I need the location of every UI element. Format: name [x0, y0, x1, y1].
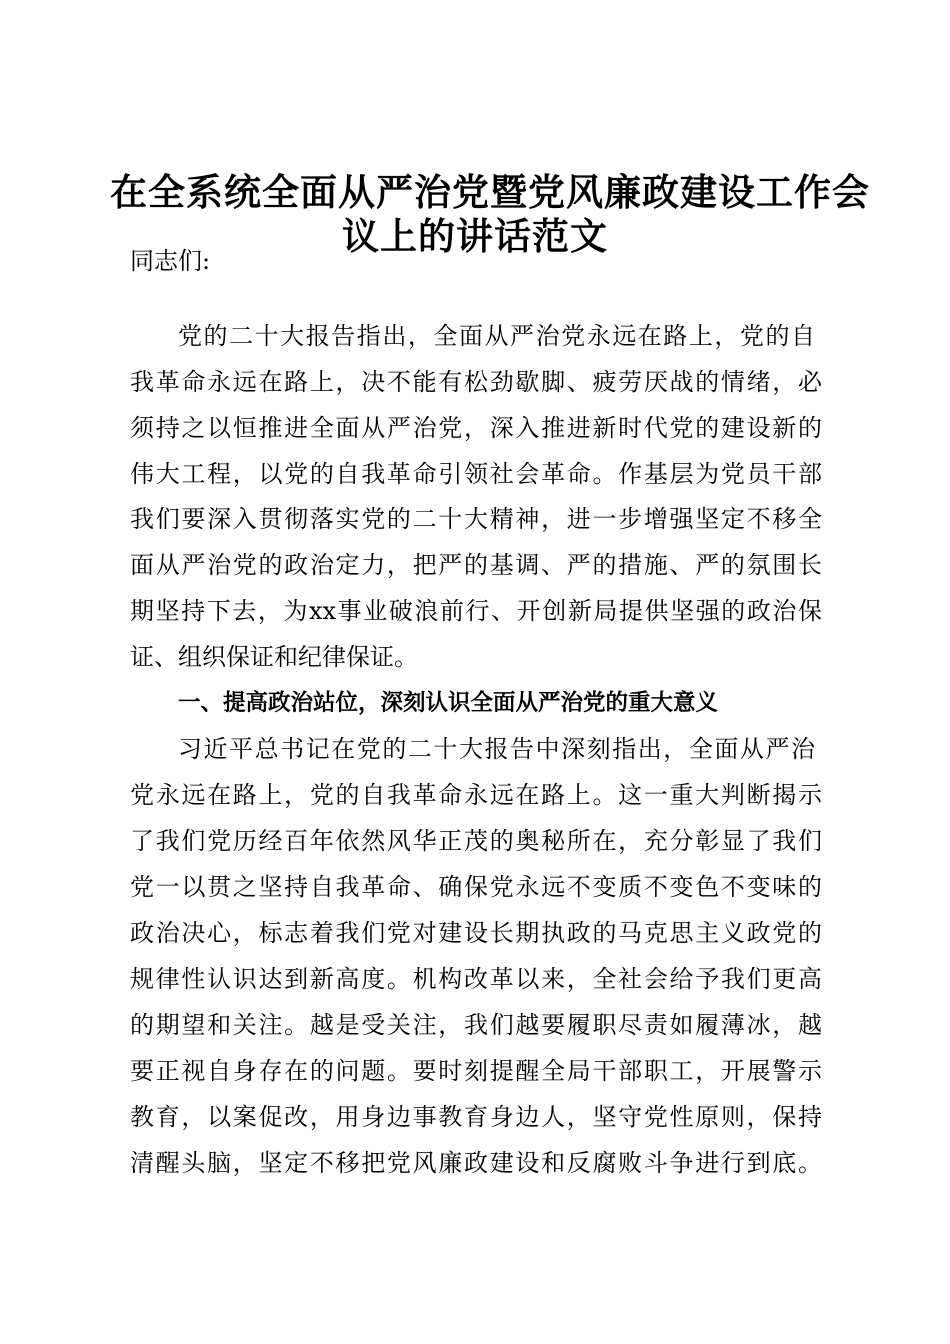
salutation: 同志们:	[130, 247, 211, 275]
paragraph-1-line: 我们要深入贯彻落实党的二十大精神，进一步增强坚定不移全	[130, 505, 822, 533]
paragraph-1-line: 我革命永远在路上，决不能有松劲歇脚、疲劳厌战的情绪，必	[130, 368, 822, 396]
paragraph-2-line: 习近平总书记在党的二十大报告中深刻指出，全面从严治	[178, 735, 815, 763]
paragraph-2-line: 党永远在路上，党的自我革命永远在路上。这一重大判断揭示	[130, 781, 822, 809]
paragraph-1-line: 面从严治党的政治定力，把严的基调、严的措施、严的氛围长	[130, 551, 822, 579]
paragraph-1-line: 证、组织保证和纪律保证。	[130, 643, 418, 671]
document-title-line-1: 在全系统全面从严治党暨党风廉政建设工作会	[110, 170, 870, 214]
paragraph-2-line: 教育，以案促改，用身边事教育身边人，坚守党性原则，保持	[130, 1103, 822, 1131]
document-title-line-2: 议上的讲话范文	[342, 214, 608, 258]
paragraph-1-line: 期坚持下去，为xx事业破浪前行、开创新局提供坚强的政治保	[130, 597, 822, 625]
section-1-heading: 一、提高政治站位，深刻认识全面从严治党的重大意义	[178, 690, 719, 716]
paragraph-2-line: 要正视自身存在的问题。要时刻提醒全局干部职工，开展警示	[130, 1057, 822, 1085]
paragraph-2-line: 党一以贯之坚持自我革命、确保党永远不变质不变色不变味的	[130, 873, 822, 901]
paragraph-2-line: 规律性认识达到新高度。机构改革以来，全社会给予我们更高	[130, 965, 822, 993]
paragraph-2-line: 了我们党历经百年依然风华正茂的奥秘所在，充分彰显了我们	[130, 827, 822, 855]
paragraph-2-line: 的期望和关注。越是受关注，我们越要履职尽责如履薄冰，越	[130, 1011, 822, 1039]
paragraph-2-line: 清醒头脑，坚定不移把党风廉政建设和反腐败斗争进行到底。	[130, 1149, 822, 1177]
paragraph-2-line: 政治决心，标志着我们党对建设长期执政的马克思主义政党的	[130, 919, 822, 947]
paragraph-1-line: 党的二十大报告指出，全面从严治党永远在路上，党的自	[178, 322, 815, 350]
paragraph-1-line: 伟大工程，以党的自我革命引领社会革命。作基层为党员干部	[130, 460, 822, 488]
paragraph-1-line: 须持之以恒推进全面从严治党，深入推进新时代党的建设新的	[130, 414, 822, 442]
